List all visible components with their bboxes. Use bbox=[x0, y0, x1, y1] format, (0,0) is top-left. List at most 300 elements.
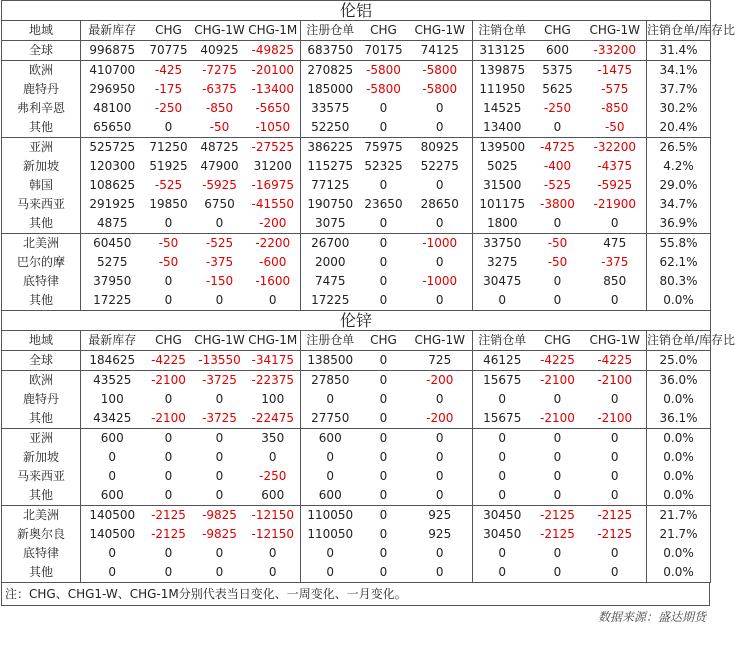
table-cell: 71250 bbox=[149, 140, 188, 154]
table-cell: -13550 bbox=[194, 351, 246, 371]
table-cell: 21.7% bbox=[647, 525, 711, 544]
column-header: 注册仓单 bbox=[301, 21, 360, 41]
table-cell: 0 bbox=[408, 563, 473, 583]
table-cell: -525 bbox=[543, 178, 572, 192]
column-header: CHG-1W bbox=[584, 331, 647, 351]
table-cell: 26700 bbox=[311, 236, 350, 250]
table-row bbox=[2, 429, 711, 449]
table-cell: 31500 bbox=[483, 178, 522, 192]
table-cell: 0 bbox=[498, 392, 507, 406]
table-cell: 0 bbox=[379, 236, 388, 250]
table-cell: -5925 bbox=[584, 176, 647, 195]
region-label: 北美洲 bbox=[2, 234, 81, 254]
table-cell: 0.0% bbox=[647, 544, 711, 563]
table-cell: 0 bbox=[360, 291, 408, 311]
table-cell: 20.4% bbox=[647, 118, 711, 138]
table-cell: 25.0% bbox=[647, 351, 711, 371]
table-cell: -2125 bbox=[151, 508, 186, 522]
table-cell: 17225 bbox=[301, 291, 360, 311]
region-label: 底特律 bbox=[2, 544, 81, 563]
table-cell: -50 bbox=[158, 236, 179, 250]
table-cell: -1000 bbox=[408, 234, 473, 254]
table-cell: 0 bbox=[408, 214, 473, 234]
table-row bbox=[2, 351, 711, 371]
table-cell: -250 bbox=[154, 101, 183, 115]
table-cell: -33200 bbox=[584, 41, 647, 61]
table-cell: 30.2% bbox=[647, 99, 711, 118]
table-cell: 36.1% bbox=[647, 409, 711, 429]
table-cell: 55.8% bbox=[647, 234, 711, 254]
table-row bbox=[2, 467, 711, 486]
table-cell: 111950 bbox=[479, 82, 526, 96]
table-cell: 4875 bbox=[81, 214, 144, 234]
region-label: 其他 bbox=[2, 409, 81, 429]
table-cell: 0 bbox=[360, 409, 408, 429]
table-cell: 925 bbox=[408, 525, 473, 544]
table-cell: -5800 bbox=[408, 61, 473, 81]
table-cell: 0 bbox=[553, 274, 562, 288]
table-cell: -22475 bbox=[246, 409, 301, 429]
region-label: 北美洲 bbox=[2, 506, 81, 526]
table-title-row bbox=[2, 311, 711, 331]
table-cell: 75975 bbox=[364, 140, 403, 154]
table-cell: -21900 bbox=[584, 195, 647, 214]
table-cell: 139875 bbox=[479, 63, 526, 77]
table-cell: 0 bbox=[360, 486, 408, 506]
table-cell: 108625 bbox=[89, 178, 136, 192]
table-cell: 190750 bbox=[307, 197, 354, 211]
table-row bbox=[2, 61, 711, 81]
table-cell: -425 bbox=[154, 63, 183, 77]
table-cell: 100 bbox=[246, 390, 301, 409]
table-cell: -1475 bbox=[584, 61, 647, 81]
table-cell: 115275 bbox=[307, 159, 354, 173]
table-cell: 184625 bbox=[81, 351, 144, 371]
table-cell: 13400 bbox=[473, 118, 532, 138]
table-cell: -2100 bbox=[540, 373, 575, 387]
table-cell: 0 bbox=[408, 467, 473, 486]
table-cell: -50 bbox=[158, 255, 179, 269]
column-header: 注销仓单 bbox=[473, 331, 532, 351]
column-header: CHG bbox=[360, 21, 408, 41]
region-label: 巴尔的摩 bbox=[2, 253, 81, 272]
table-cell: 48725 bbox=[200, 140, 239, 154]
table-cell: 51925 bbox=[149, 159, 188, 173]
table-cell: 0 bbox=[246, 448, 301, 467]
table-cell: 110050 bbox=[307, 527, 354, 541]
column-header: 注册仓单 bbox=[301, 331, 360, 351]
table-cell: -575 bbox=[584, 80, 647, 99]
table-cell: 0 bbox=[584, 429, 647, 449]
region-label: 其他 bbox=[2, 214, 81, 234]
column-header-row bbox=[2, 21, 711, 41]
table-cell: 0.0% bbox=[647, 486, 711, 506]
table-row bbox=[2, 138, 711, 158]
table-cell: -5800 bbox=[408, 80, 473, 99]
table-cell: 30450 bbox=[483, 527, 522, 541]
table-cell: 0 bbox=[379, 373, 388, 387]
table-cell: 0 bbox=[408, 291, 473, 311]
table-cell: -2100 bbox=[144, 409, 194, 429]
column-header: 地域 bbox=[2, 331, 81, 351]
table-cell: 0 bbox=[108, 546, 117, 560]
table-cell: -400 bbox=[543, 159, 572, 173]
table-row bbox=[2, 291, 711, 311]
region-label: 韩国 bbox=[2, 176, 81, 195]
table-cell: 0 bbox=[108, 469, 117, 483]
region-label: 新奥尔良 bbox=[2, 525, 81, 544]
table-cell: 3075 bbox=[301, 214, 360, 234]
table-cell: 0 bbox=[215, 546, 224, 560]
table-cell: 0.0% bbox=[647, 448, 711, 467]
table-cell: 138500 bbox=[301, 351, 360, 371]
column-header: 注销仓单/库存比 bbox=[647, 331, 711, 351]
table-cell: -5650 bbox=[246, 99, 301, 118]
table-cell: 0 bbox=[379, 392, 388, 406]
table-cell: 0 bbox=[408, 429, 473, 449]
table-cell: 27750 bbox=[301, 409, 360, 429]
table-cell: 350 bbox=[246, 429, 301, 449]
table-title: 伦铝 bbox=[2, 1, 711, 21]
table-cell: 140500 bbox=[89, 527, 136, 541]
table-cell: 0 bbox=[215, 392, 224, 406]
column-header: CHG bbox=[532, 21, 584, 41]
table-cell: -200 bbox=[408, 409, 473, 429]
table-cell: 0.0% bbox=[647, 429, 711, 449]
table-cell: 19850 bbox=[149, 197, 188, 211]
table-cell: 185000 bbox=[307, 82, 354, 96]
table-cell: 0 bbox=[379, 469, 388, 483]
table-cell: -1600 bbox=[246, 272, 301, 291]
table-cell: -6375 bbox=[202, 82, 237, 96]
table-cell: 0 bbox=[164, 392, 173, 406]
table-cell: -2100 bbox=[584, 371, 647, 391]
table-cell: 2000 bbox=[314, 255, 346, 269]
table-cell: -3800 bbox=[540, 197, 575, 211]
table-cell: 31200 bbox=[246, 157, 301, 176]
table-cell: 34.1% bbox=[647, 61, 711, 81]
table-cell: 0 bbox=[498, 546, 507, 560]
column-header: CHG bbox=[532, 331, 584, 351]
table-cell: 21.7% bbox=[647, 506, 711, 526]
column-header: CHG bbox=[360, 331, 408, 351]
table-cell: 52250 bbox=[301, 118, 360, 138]
table-cell: 17225 bbox=[81, 291, 144, 311]
table-cell: 0 bbox=[584, 390, 647, 409]
table-cell: -1000 bbox=[408, 272, 473, 291]
table-cell: 110050 bbox=[307, 508, 354, 522]
table-cell: -20100 bbox=[246, 61, 301, 81]
table-row bbox=[2, 525, 711, 544]
region-label: 欧洲 bbox=[2, 61, 81, 81]
table-cell: 70175 bbox=[360, 41, 408, 61]
table-cell: 5625 bbox=[542, 82, 573, 96]
table-cell: 46125 bbox=[473, 351, 532, 371]
table-cell: 0 bbox=[379, 274, 388, 288]
table-cell: 4.2% bbox=[647, 157, 711, 176]
column-header: CHG-1W bbox=[194, 21, 246, 41]
table-cell: 0 bbox=[553, 450, 562, 464]
table-cell: -375 bbox=[205, 255, 234, 269]
table-cell: 0 bbox=[379, 527, 388, 541]
table-row bbox=[2, 506, 711, 526]
table-cell: 600 bbox=[532, 41, 584, 61]
table-cell: 15675 bbox=[473, 409, 532, 429]
table-cell: 62.1% bbox=[647, 253, 711, 272]
table-cell: -1050 bbox=[246, 118, 301, 138]
table-row bbox=[2, 563, 711, 583]
table-cell: 0 bbox=[144, 214, 194, 234]
region-label: 新加坡 bbox=[2, 448, 81, 467]
table-cell: -2125 bbox=[584, 525, 647, 544]
table-cell: -3725 bbox=[202, 373, 237, 387]
table-cell: 0 bbox=[553, 431, 562, 445]
table-cell: 0 bbox=[584, 563, 647, 583]
table-cell: 600 bbox=[318, 431, 342, 445]
table-cell: 36.0% bbox=[647, 371, 711, 391]
table-cell: 475 bbox=[584, 234, 647, 254]
table-cell: 0 bbox=[584, 448, 647, 467]
table-cell: 291925 bbox=[89, 197, 136, 211]
table-cell: -50 bbox=[194, 118, 246, 138]
table-cell: -12150 bbox=[246, 525, 301, 544]
table-cell: 0 bbox=[498, 450, 507, 464]
table-cell: 600 bbox=[100, 431, 124, 445]
table-cell: 0 bbox=[532, 118, 584, 138]
table-cell: -2100 bbox=[151, 373, 186, 387]
table-cell: 0 bbox=[379, 546, 388, 560]
column-header-row bbox=[2, 331, 711, 351]
table-cell: -375 bbox=[584, 253, 647, 272]
table-cell: 0 bbox=[584, 467, 647, 486]
table-cell: 0 bbox=[360, 563, 408, 583]
table-cell: -12150 bbox=[246, 506, 301, 526]
table-cell: -22375 bbox=[246, 371, 301, 391]
table-cell: 0 bbox=[408, 118, 473, 138]
region-label: 全球 bbox=[2, 351, 81, 371]
table-cell: 0 bbox=[164, 431, 173, 445]
table-cell: 80.3% bbox=[647, 272, 711, 291]
table-cell: 0 bbox=[246, 544, 301, 563]
region-label: 新加坡 bbox=[2, 157, 81, 176]
table-cell: 0 bbox=[246, 563, 301, 583]
table-cell: 0 bbox=[144, 486, 194, 506]
table-cell: 5275 bbox=[96, 255, 128, 269]
table-cell: 0 bbox=[532, 486, 584, 506]
table-cell: -50 bbox=[547, 255, 568, 269]
table-cell: 0 bbox=[498, 431, 507, 445]
column-header: CHG bbox=[144, 331, 194, 351]
table-cell: 0.0% bbox=[647, 563, 711, 583]
table-cell: -9825 bbox=[202, 527, 237, 541]
table-title-row bbox=[2, 1, 711, 21]
table-cell: 386225 bbox=[307, 140, 354, 154]
table-cell: -175 bbox=[154, 82, 183, 96]
column-header: CHG-1W bbox=[408, 331, 473, 351]
table-cell: 0 bbox=[408, 176, 473, 195]
table-cell: 296950 bbox=[89, 82, 136, 96]
table-row bbox=[2, 195, 711, 214]
table-cell: 0 bbox=[326, 450, 335, 464]
data-source: 数据来源：盛达期货 bbox=[597, 610, 706, 624]
region-label: 马来西亚 bbox=[2, 195, 81, 214]
table-cell: -150 bbox=[205, 274, 234, 288]
table-cell: 0 bbox=[379, 255, 388, 269]
table-cell: 34.7% bbox=[647, 195, 711, 214]
table-row bbox=[2, 41, 711, 61]
table-cell: 0 bbox=[408, 486, 473, 506]
table-cell: 0 bbox=[301, 563, 360, 583]
lme-inventory-report bbox=[1, 0, 735, 628]
table-cell: 0 bbox=[408, 390, 473, 409]
table-cell: 33575 bbox=[311, 101, 350, 115]
table-cell: 0 bbox=[215, 431, 224, 445]
table-cell: -525 bbox=[205, 236, 234, 250]
column-header: 地域 bbox=[2, 21, 81, 41]
table-cell: 725 bbox=[408, 351, 473, 371]
table-cell: 40925 bbox=[194, 41, 246, 61]
region-label: 马来西亚 bbox=[2, 467, 81, 486]
table-cell: 0 bbox=[194, 486, 246, 506]
table-cell: 0 bbox=[408, 99, 473, 118]
table-cell: 6750 bbox=[204, 197, 235, 211]
table-cell: -32200 bbox=[584, 138, 647, 158]
table-cell: -41550 bbox=[246, 195, 301, 214]
column-header: 注销仓单/库存比 bbox=[647, 21, 711, 41]
column-header: 最新库存 bbox=[81, 21, 144, 41]
table-cell: 600 bbox=[301, 486, 360, 506]
table-row bbox=[2, 80, 711, 99]
table-cell: -34175 bbox=[246, 351, 301, 371]
region-label: 全球 bbox=[2, 41, 81, 61]
table-cell: 60450 bbox=[93, 236, 132, 250]
table-cell: 15675 bbox=[483, 373, 522, 387]
table-cell: 52275 bbox=[408, 157, 473, 176]
region-label: 亚洲 bbox=[2, 429, 81, 449]
table-cell: 27850 bbox=[311, 373, 350, 387]
table-cell: 0 bbox=[215, 450, 224, 464]
table-cell: 0 bbox=[246, 291, 301, 311]
region-label: 鹿特丹 bbox=[2, 390, 81, 409]
table-cell: 0 bbox=[144, 291, 194, 311]
table-row bbox=[2, 390, 711, 409]
table-cell: 0 bbox=[473, 486, 532, 506]
table-cell: 36.9% bbox=[647, 214, 711, 234]
table-row bbox=[2, 176, 711, 195]
table-cell: 65650 bbox=[81, 118, 144, 138]
table-cell: 0 bbox=[408, 253, 473, 272]
table-cell: -4225 bbox=[584, 351, 647, 371]
table-cell: 0 bbox=[584, 214, 647, 234]
table-cell: 0 bbox=[81, 563, 144, 583]
inventory-table bbox=[1, 0, 735, 583]
table-cell: 0 bbox=[553, 469, 562, 483]
table-cell: -2125 bbox=[151, 527, 186, 541]
table-cell: -2100 bbox=[584, 409, 647, 429]
table-cell: 140500 bbox=[89, 508, 136, 522]
table-cell: 52325 bbox=[364, 159, 403, 173]
table-cell: 0 bbox=[164, 469, 173, 483]
table-cell: 0 bbox=[532, 563, 584, 583]
table-cell: 0 bbox=[553, 546, 562, 560]
table-cell: 43425 bbox=[81, 409, 144, 429]
table-cell: 0 bbox=[408, 448, 473, 467]
table-row bbox=[2, 544, 711, 563]
table-cell: 120300 bbox=[89, 159, 136, 173]
table-cell: -50 bbox=[584, 118, 647, 138]
table-title: 伦锌 bbox=[2, 311, 711, 331]
table-cell: 0 bbox=[326, 546, 335, 560]
table-cell: -4225 bbox=[532, 351, 584, 371]
table-cell: -525 bbox=[154, 178, 183, 192]
column-header: CHG-1M bbox=[246, 331, 301, 351]
table-cell: 850 bbox=[584, 272, 647, 291]
table-cell: 0 bbox=[473, 291, 532, 311]
table-row bbox=[2, 486, 711, 506]
table-cell: -5925 bbox=[202, 178, 237, 192]
column-header: CHG-1W bbox=[194, 331, 246, 351]
table-row bbox=[2, 253, 711, 272]
table-cell: -200 bbox=[408, 371, 473, 391]
table-cell: -850 bbox=[584, 99, 647, 118]
table-cell: 37950 bbox=[93, 274, 132, 288]
table-cell: 7475 bbox=[314, 274, 346, 288]
table-cell: 0.0% bbox=[647, 467, 711, 486]
table-cell: -7275 bbox=[202, 63, 237, 77]
table-cell: 0 bbox=[584, 291, 647, 311]
table-row bbox=[2, 409, 711, 429]
table-cell: 0 bbox=[379, 431, 388, 445]
table-cell: 600 bbox=[246, 486, 301, 506]
table-cell: 0 bbox=[498, 469, 507, 483]
table-cell: 600 bbox=[81, 486, 144, 506]
table-cell: 0 bbox=[144, 118, 194, 138]
table-cell: 270825 bbox=[307, 63, 354, 77]
table-cell: 0 bbox=[164, 450, 173, 464]
table-cell: 525725 bbox=[89, 140, 136, 154]
table-cell: -600 bbox=[246, 253, 301, 272]
table-cell: 0 bbox=[326, 392, 335, 406]
table-cell: 30475 bbox=[483, 274, 522, 288]
region-label: 弗利辛恩 bbox=[2, 99, 81, 118]
table-cell: -16975 bbox=[246, 176, 301, 195]
table-cell: 0 bbox=[360, 118, 408, 138]
table-cell: 0 bbox=[360, 214, 408, 234]
table-cell: 0 bbox=[164, 546, 173, 560]
table-cell: -2200 bbox=[246, 234, 301, 254]
table-row bbox=[2, 157, 711, 176]
table-cell: -5800 bbox=[366, 82, 401, 96]
table-cell: 33750 bbox=[483, 236, 522, 250]
table-cell: 0 bbox=[532, 291, 584, 311]
table-cell: -5800 bbox=[366, 63, 401, 77]
table-cell: -2100 bbox=[532, 409, 584, 429]
table-cell: 0 bbox=[379, 178, 388, 192]
table-cell: 29.0% bbox=[647, 176, 711, 195]
column-header: CHG bbox=[144, 21, 194, 41]
table-cell: 925 bbox=[408, 506, 473, 526]
table-cell: 0 bbox=[326, 469, 335, 483]
table-cell: 0 bbox=[584, 486, 647, 506]
table-row bbox=[2, 371, 711, 391]
region-label: 其他 bbox=[2, 291, 81, 311]
table-cell: -50 bbox=[547, 236, 568, 250]
table-cell: 101175 bbox=[479, 197, 526, 211]
table-cell: -4375 bbox=[584, 157, 647, 176]
table-cell: 3275 bbox=[486, 255, 518, 269]
region-label: 其他 bbox=[2, 118, 81, 138]
table-cell: 70775 bbox=[144, 41, 194, 61]
